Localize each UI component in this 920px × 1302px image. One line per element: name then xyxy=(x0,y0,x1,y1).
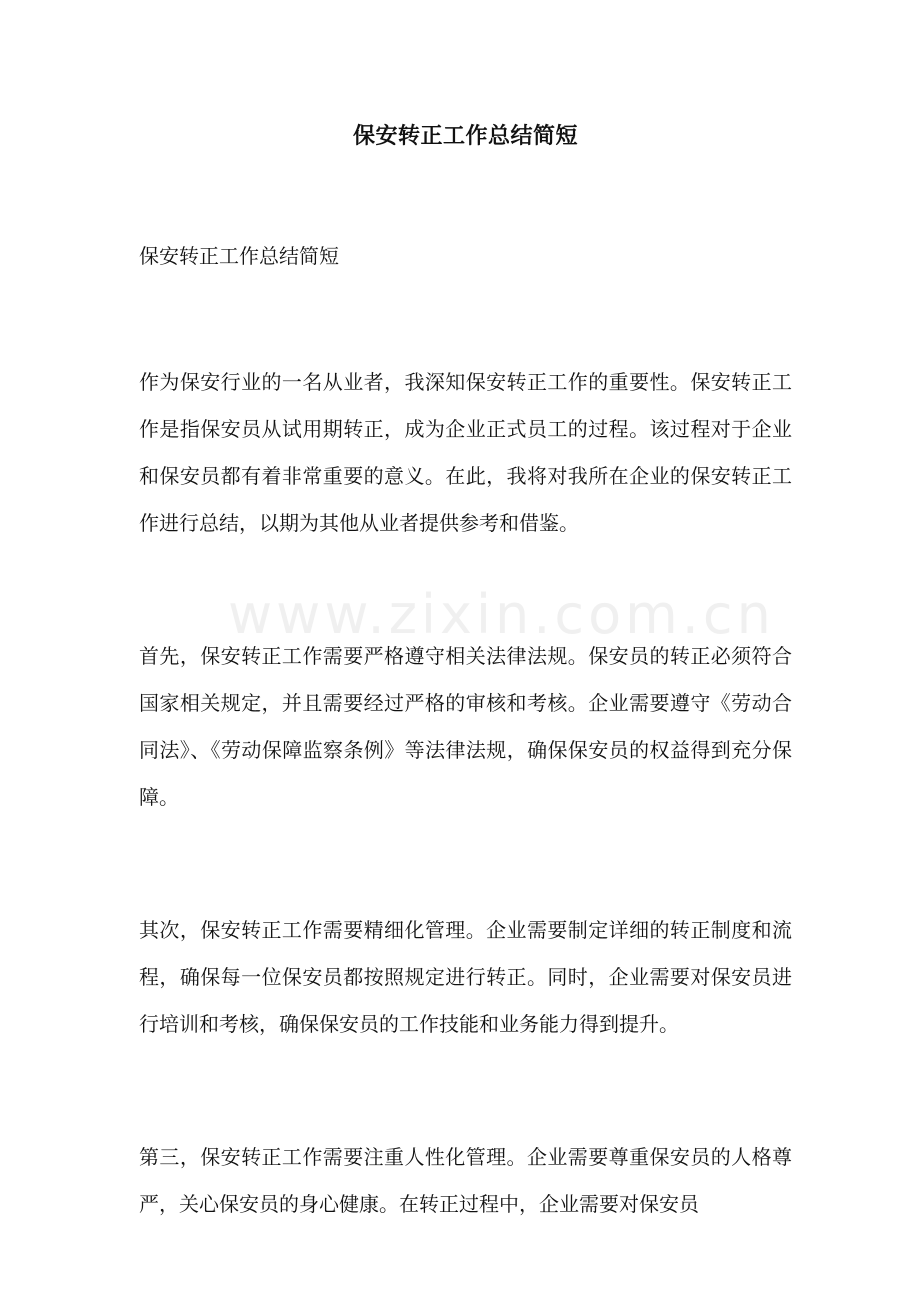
paragraph-second: 其次，保安转正工作需要精细化管理。企业需要制定详细的转正制度和流程，确保每一位保安员都按照规定进行转正。同时，企业需要对保安员进行培训和考核，确保保安员的工作技能和业务能力得到提升。 xyxy=(139,918,792,1036)
document-title: 保安转正工作总结简短 xyxy=(352,123,578,149)
paragraph-intro: 作为保安行业的一名从业者，我深知保安转正工作的重要性。保安转正工作是指保安员从试用期转正，成为企业正式员工的过程。该过程对于企业和保安员都有着非常重要的意义。在此，我将对我所在企业的保安转正工作进行总结，以期为其他从业者提供参考和借鉴。 xyxy=(139,370,792,535)
paragraph-first: 首先，保安转正工作需要严格遵守相关法律法规。保安员的转正必须符合国家相关规定，并且需要经过严格的审核和考核。企业需要遵守《劳动合同法》、《劳动保障监察条例》等法律法规，确保保安员的权益得到充分保障。 xyxy=(139,644,792,809)
paragraph-third: 第三，保安转正工作需要注重人性化管理。企业需要尊重保安员的人格尊严，关心保安员的身心健康。在转正过程中，企业需要对保安员 xyxy=(139,1145,792,1216)
document-subtitle: 保安转正工作总结简短 xyxy=(139,244,339,268)
watermark: www.zixin.com.cn xyxy=(228,583,775,646)
